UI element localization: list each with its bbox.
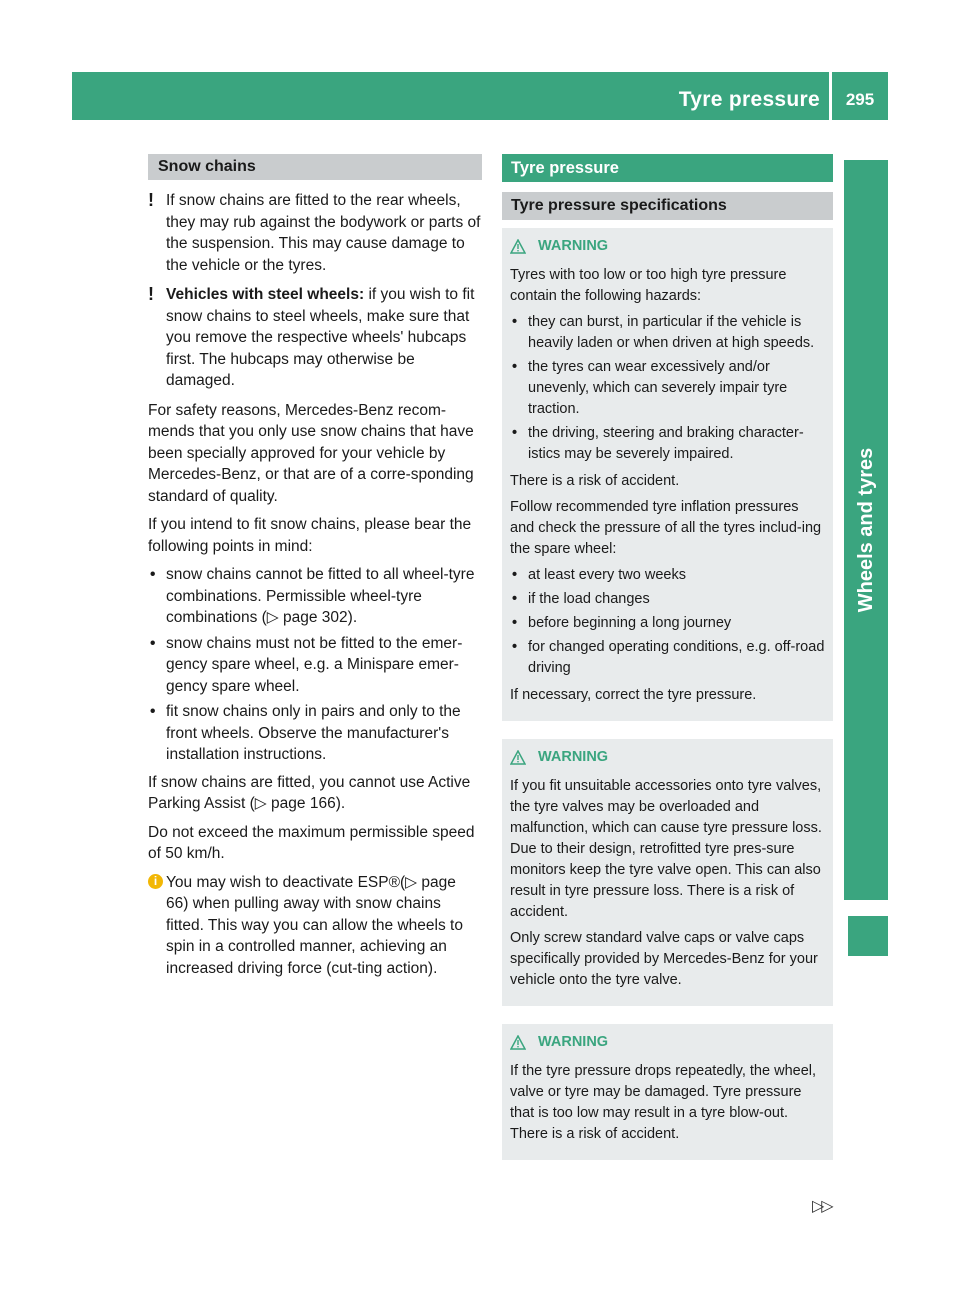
notice-text: If snow chains are fitted to the rear wheels, they may rub against the bodywork or parts of the suspension. This may cause damage to the vehicle or the tyres. (166, 192, 481, 274)
warning-intro: Tyres with too low or too high tyre pressure contain the following hazards: (510, 267, 787, 304)
info-text: You may wish to deactivate ESP®(▷ page 66) when pulling away with snow chains fitted. This way you can allow the wheels to spin in a controlled manner, achieving an increased driving force (cut-ting action). (166, 873, 463, 977)
bullet-icon: • (512, 425, 518, 441)
tyre-pressure-heading: Tyre pressure (502, 154, 833, 182)
speed-paragraph: Do not exceed the maximum permissible speed of 50 km/h. (148, 823, 475, 862)
list-item: • fit snow chains only in pairs and only to the front wheels. Observe the manufacturer's installation instructions. (150, 703, 461, 763)
list-item: • if the load changes (510, 589, 825, 610)
hazards-list (510, 312, 825, 465)
bullet-icon: • (512, 615, 518, 631)
safety-paragraph: For safety reasons, Mercedes-Benz recom-mends that you only use snow chains that have been specially approved for your vehicle by Mercedes-Benz, or that are of a corre-sponding standard of quality. (148, 401, 474, 505)
warning-title: WARNING (510, 1032, 825, 1053)
right-column (502, 154, 833, 1178)
bullet-icon: • (150, 566, 156, 583)
list-item: • before beginning a long journey (510, 613, 825, 634)
notice-rear-wheels (148, 190, 482, 276)
tyre-pressure-specs-heading: Tyre pressure specifications (502, 192, 833, 220)
notice-steel-wheels (148, 284, 482, 392)
risk-text: There is a risk of accident. (510, 473, 680, 489)
warning-box (502, 739, 833, 1006)
page-header (72, 72, 888, 120)
intent-paragraph: If you intend to fit snow chains, please bear the following points in mind: (148, 516, 472, 555)
snow-chains-heading: Snow chains (148, 154, 482, 180)
list-item: • at least every two weeks (510, 565, 825, 586)
warning-box (502, 1024, 833, 1160)
warning-title: WARNING (510, 747, 825, 768)
bullet-icon: • (512, 591, 518, 607)
warning-text: If the tyre pressure drops repeatedly, the wheel, valve or tyre may be damaged. Tyre pressure that is too low may result in a tyre blow-out. There is a risk of accident. (510, 1063, 817, 1142)
bullet-icon: • (150, 634, 156, 652)
warning-title: WARNING (510, 236, 825, 257)
bullet-icon: • (512, 639, 518, 655)
header-title: Tyre pressure (678, 88, 820, 111)
notice-bold-lead: Vehicles with steel wheels: (166, 286, 365, 303)
bullet-icon: • (150, 703, 156, 720)
warning-triangle-icon (510, 1035, 526, 1050)
warning-text: If you fit unsuitable accessories onto tyre valves, the tyre valves may be overloaded and malfunction, which can cause tyre pressure loss. Due to their design, retrofitted tyre pres-sure monitors keep the tyre valve open. This can also result in tyre pressure loss. There is a risk of accident. (510, 778, 822, 920)
info-icon: i (148, 874, 163, 889)
bullet-icon: • (512, 359, 518, 375)
chapter-tab (844, 160, 888, 900)
chapter-tab-label: Wheels and tyres (854, 447, 877, 613)
list-item: • for changed operating conditions, e.g. off-road driving (512, 639, 825, 676)
warning-text: Only screw standard valve caps or valve caps specifically provided by Mercedes-Benz for your vehicle onto the tyre valve. (510, 930, 818, 988)
follow-text: Follow recommended tyre inflation pressures and check the pressure of all the tyres includ-ing the spare wheel: (510, 499, 822, 557)
check-list (510, 565, 825, 679)
chapter-marker (848, 916, 888, 956)
left-column (148, 154, 482, 985)
list-item: • snow chains cannot be fitted to all wheel-tyre combinations. Permissible wheel-tyre combinations (▷ page 302). (150, 566, 475, 626)
list-item: • the driving, steering and braking character-istics may be severely impaired. (512, 425, 804, 462)
exclamation-icon: ! (148, 190, 154, 210)
continue-arrows-icon: ▷▷ (812, 1198, 831, 1215)
page-number: 295 (845, 90, 875, 109)
list-item: • the tyres can wear excessively and/or unevenly, which can severely impair tyre traction. (512, 359, 788, 417)
warning-box (502, 228, 833, 721)
exclamation-icon: ! (148, 284, 154, 304)
info-note (148, 872, 482, 980)
bullet-icon: • (512, 567, 518, 583)
snow-chains-list (148, 564, 482, 766)
notice-text: if you wish to fit snow chains to steel wheels, make sure that you remove the respective wheels' hubcaps first. The hubcaps may otherwise be damaged. (166, 286, 475, 389)
closing-text: If necessary, correct the tyre pressure. (510, 687, 757, 703)
parking-assist-paragraph: If snow chains are fitted, you cannot use Active Parking Assist (▷ page 166). (148, 773, 471, 812)
list-item: • snow chains must not be fitted to the emer-gency spare wheel, e.g. a Minispare emer-gency spare wheel. (150, 634, 463, 695)
list-item: • they can burst, in particular if the vehicle is heavily laden or when driven at high speeds. (512, 314, 815, 351)
warning-triangle-icon (510, 750, 526, 765)
bullet-icon: • (512, 314, 518, 330)
warning-triangle-icon (510, 239, 526, 254)
